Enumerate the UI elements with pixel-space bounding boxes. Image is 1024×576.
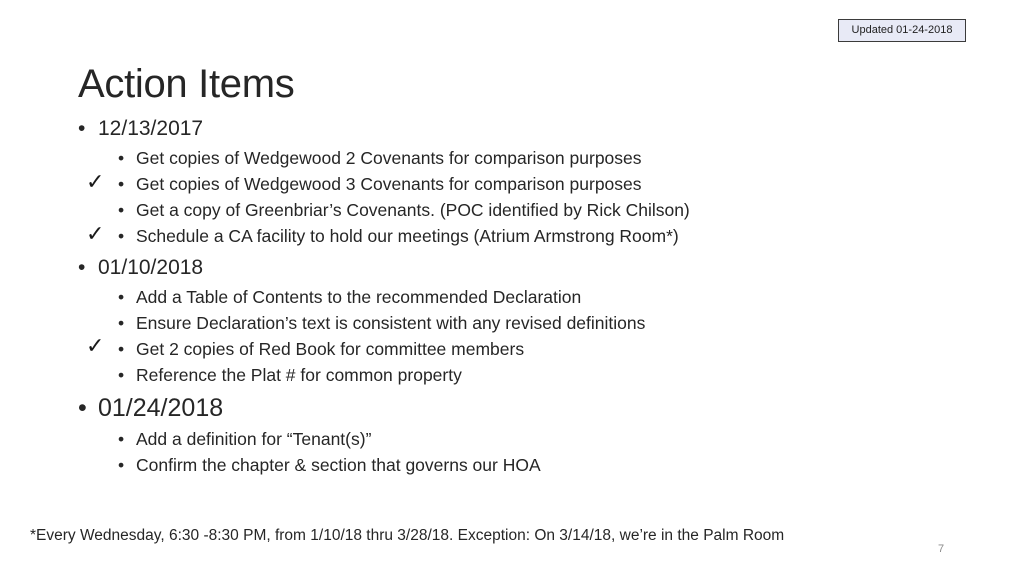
- action-item-text: Get 2 copies of Red Book for committee members: [136, 339, 525, 359]
- updated-badge: Updated 01-24-2018: [838, 19, 966, 42]
- action-item: [118, 174, 642, 195]
- bullet-icon: •: [118, 429, 125, 449]
- section-date-3: [78, 394, 223, 423]
- section-date-2: [78, 256, 203, 280]
- bullet-icon: •: [118, 339, 125, 359]
- bullet-icon: •: [118, 313, 125, 333]
- bullet-icon: •: [118, 365, 125, 385]
- action-item: [118, 200, 690, 221]
- action-item: [118, 455, 541, 476]
- action-item: [118, 226, 679, 247]
- bullet-icon: •: [118, 174, 125, 194]
- action-item: [118, 365, 462, 386]
- checkmark-icon: ✓: [86, 334, 105, 359]
- action-item: [118, 339, 524, 360]
- bullet-icon: •: [78, 117, 86, 140]
- action-item-text: Schedule a CA facility to hold our meetings (Atrium Armstrong Room*): [136, 226, 679, 246]
- bullet-icon: •: [118, 200, 125, 220]
- action-item-text: Add a definition for “Tenant(s)”: [136, 429, 372, 449]
- action-item: [118, 429, 371, 450]
- bullet-icon: •: [118, 226, 125, 246]
- section-date-1: [78, 117, 203, 141]
- page-number: 7: [938, 543, 945, 555]
- action-item-text: Reference the Plat # for common property: [136, 365, 462, 385]
- bullet-icon: •: [118, 148, 125, 168]
- action-item: [118, 148, 642, 169]
- action-item-text: Get copies of Wedgewood 2 Covenants for comparison purposes: [136, 148, 642, 168]
- section-date-label: 01/24/2018: [98, 394, 224, 422]
- bullet-icon: •: [118, 455, 125, 475]
- action-item: [118, 287, 581, 308]
- action-item-text: Get copies of Wedgewood 3 Covenants for comparison purposes: [136, 174, 642, 194]
- action-item-text: Confirm the chapter & section that governs our HOA: [136, 455, 541, 475]
- checkmark-icon: ✓: [86, 222, 105, 247]
- action-item: [118, 313, 645, 334]
- action-item-text: Add a Table of Contents to the recommended Declaration: [136, 287, 582, 307]
- section-date-label: 01/10/2018: [98, 256, 204, 279]
- action-item-text: Ensure Declaration’s text is consistent with any revised definitions: [136, 313, 646, 333]
- footnote: *Every Wednesday, 6:30 -8:30 PM, from 1/10/18 thru 3/28/18. Exception: On 3/14/18, we’re in the Palm Room: [30, 527, 785, 544]
- bullet-icon: •: [78, 256, 86, 279]
- bullet-icon: •: [78, 394, 87, 422]
- bullet-icon: •: [118, 287, 125, 307]
- action-item-text: Get a copy of Greenbriar’s Covenants. (POC identified by Rick Chilson): [136, 200, 690, 220]
- checkmark-icon: ✓: [86, 170, 105, 195]
- slide-title: Action Items: [78, 62, 295, 106]
- section-date-label: 12/13/2017: [98, 117, 204, 140]
